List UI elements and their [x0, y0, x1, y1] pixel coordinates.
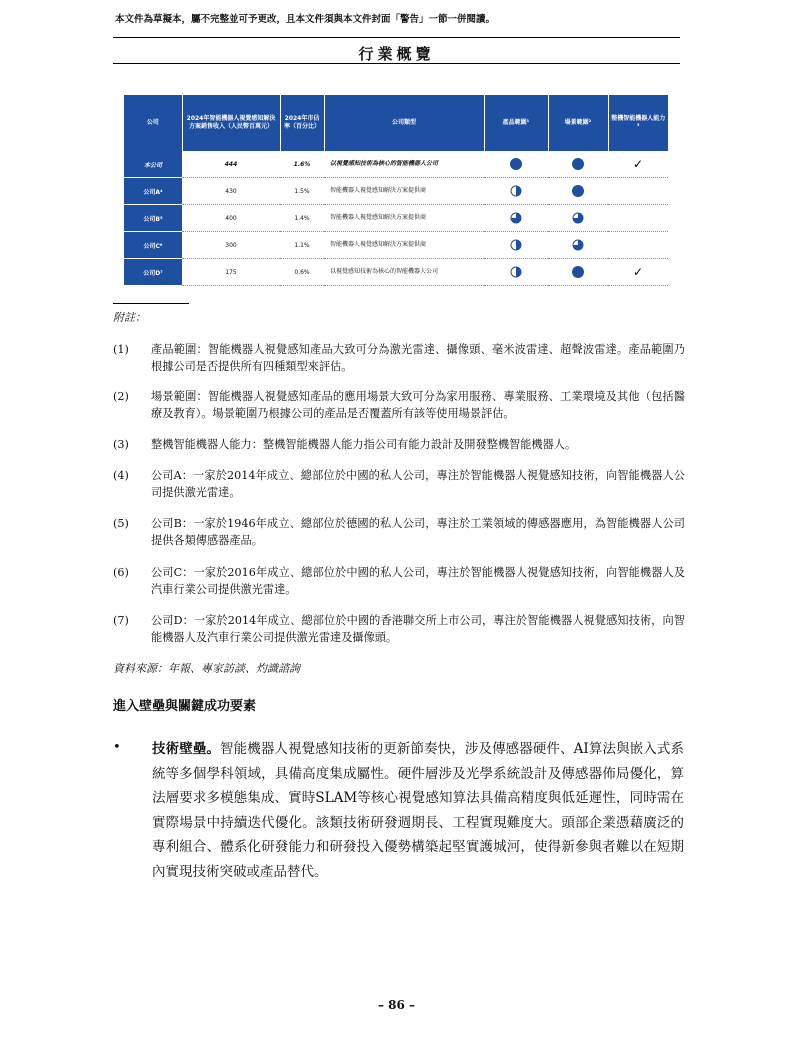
- whole-robot-cell: [608, 151, 668, 178]
- scene-scope-cell: [548, 151, 608, 178]
- col-header-product-scope: 產品範圍¹: [484, 95, 548, 151]
- harvey-ball-icon: [510, 215, 522, 222]
- bullet-marker: •: [113, 740, 121, 755]
- checkmark-icon: ✓: [632, 265, 644, 279]
- table-row: [124, 205, 668, 232]
- harvey-ball-icon: [572, 242, 584, 249]
- company-type-cell: 智能機器人視覺感知解決方案提供商: [324, 232, 484, 259]
- notes-label: 附註：: [113, 311, 146, 324]
- product-scope-cell: [484, 178, 548, 205]
- note-item: [113, 564, 685, 598]
- subsection-heading: 進入壁壘與關鍵成功要素: [113, 699, 257, 714]
- note-number: (2): [113, 390, 129, 403]
- share-cell: 1.6%: [280, 151, 324, 178]
- table-row: [124, 259, 668, 286]
- harvey-ball-icon: [572, 215, 584, 222]
- harvey-ball-icon: [510, 161, 522, 168]
- bullet-lead: 技術壁壘。: [152, 741, 221, 757]
- harvey-ball-icon: [572, 188, 584, 195]
- company-type-cell: 智能機器人視覺感知解決方案提供商: [324, 205, 484, 232]
- col-header-whole-robot: 整機智能機器人能力³: [608, 95, 668, 151]
- revenue-cell: 400: [182, 205, 280, 232]
- header-rule: [113, 37, 680, 38]
- product-scope-cell: [484, 232, 548, 259]
- harvey-ball-icon: [510, 242, 522, 249]
- company-type-cell: 以視覺感知技術為核心的智能機器人公司: [324, 151, 484, 178]
- page-number: – 86 –: [377, 998, 416, 1012]
- col-header-scene-scope: 場景範圍²: [548, 95, 608, 151]
- note-item: [113, 436, 685, 453]
- product-scope-cell: [484, 151, 548, 178]
- note-text: 公司B：一家於1946年成立、總部位於德國的私人公司，專注於工業領域的傳感器應用，為智能機器人公司提供各類傳感器產品。: [151, 517, 685, 547]
- table-header-row: [124, 95, 668, 151]
- harvey-ball-icon: [510, 188, 522, 195]
- scene-scope-cell: [548, 178, 608, 205]
- harvey-ball-icon: [572, 269, 584, 276]
- company-name: 公司B⁵: [124, 205, 182, 232]
- company-type-cell: 智能機器人視覺感知解決方案提供商: [324, 178, 484, 205]
- competitor-table: [124, 95, 668, 286]
- draft-notice: 本文件為草擬本，屬不完整並可予更改，且本文件須與本文件封面「警告」一節一併閱讀。: [115, 14, 496, 25]
- revenue-cell: 430: [182, 178, 280, 205]
- revenue-cell: 175: [182, 259, 280, 286]
- product-scope-cell: [484, 259, 548, 286]
- note-text: 公司D：一家於2014年成立、總部位於中國的香港聯交所上市公司，專注於智能機器人視覺感知技術，向智能機器人及汽車行業公司提供激光雷達及攝像頭。: [151, 614, 685, 644]
- note-text: 整機智能機器人能力：整機智能機器人能力指公司有能力設計及開發整機智能機器人。: [151, 438, 577, 451]
- source-note: 資料來源：年報、專家訪談、灼識諮詢: [113, 662, 300, 675]
- note-item: [113, 515, 685, 549]
- company-type-cell: 以視覺感知技術為核心的智能機器人公司: [324, 259, 484, 286]
- note-number: (7): [113, 614, 129, 627]
- revenue-cell: 300: [182, 232, 280, 259]
- table-row: [124, 232, 668, 259]
- note-text: 產品範圍：智能機器人視覺感知產品大致可分為激光雷達、攝像頭、毫米波雷達、超聲波雷達。產品範圍乃根據公司是否提供所有四種類型來評估。: [151, 343, 685, 373]
- col-header-type: 公司類型: [324, 95, 484, 151]
- note-item: [113, 467, 685, 501]
- company-name: 公司C⁶: [124, 232, 182, 259]
- harvey-ball-icon: [572, 161, 584, 168]
- whole-robot-cell: [608, 232, 668, 259]
- note-text: 公司C：一家於2016年成立、總部位於中國的私人公司，專注於智能機器人視覺感知技術，向智能機器人及汽車行業公司提供激光雷達。: [151, 566, 685, 596]
- col-header-company: 公司: [124, 95, 182, 151]
- note-number: (6): [113, 566, 129, 579]
- scene-scope-cell: [548, 205, 608, 232]
- note-item: [113, 388, 685, 422]
- whole-robot-cell: [608, 178, 668, 205]
- title-rule: [113, 63, 680, 64]
- share-cell: 0.6%: [280, 259, 324, 286]
- note-text: 公司A：一家於2014年成立、總部位於中國的私人公司，專注於智能機器人視覺感知技術，向智能機器人公司提供激光雷達。: [151, 469, 685, 499]
- section-title: 行業概覽: [358, 45, 435, 63]
- note-item: [113, 612, 685, 646]
- note-number: (3): [113, 438, 129, 451]
- company-name: 公司D⁷: [124, 259, 182, 286]
- harvey-ball-icon: [510, 269, 522, 276]
- share-cell: 1.1%: [280, 232, 324, 259]
- note-item: [113, 341, 685, 375]
- company-name: 公司A⁴: [124, 178, 182, 205]
- scene-scope-cell: [548, 232, 608, 259]
- table-row: [124, 178, 668, 205]
- bullet-body: 智能機器人視覺感知技術的更新節奏快，涉及傳感器硬件、AI算法與嵌入式系統等多個學科領域，具備高度集成屬性。硬件層涉及光學系統設計及傳感器佈局優化，算法層要求多模態集成、實時SLAM等核心視覺感知算法具備高精度與低延遲性，同時需在實際場景中持續迭代優化。該類技術研發週期長、工程實現難度大。頭部企業憑藉廣泛的專利組合、體系化研發能力和研發投入優勢構築起堅實護城河，使得新參與者難以在短期內實現技術突破或產品替代。: [152, 741, 684, 880]
- checkmark-icon: ✓: [632, 157, 644, 171]
- bullet-paragraph: [152, 737, 684, 884]
- notes-rule: [113, 303, 189, 304]
- note-number: (5): [113, 517, 129, 530]
- col-header-share: 2024年市佔率（百分比）: [280, 95, 324, 151]
- note-text: 場景範圍：智能機器人視覺感知產品的應用場景大致可分為家用服務、專業服務、工業環境及其他（包括醫療及教育）。場景範圍乃根據公司的產品是否覆蓋所有該等使用場景評估。: [151, 390, 685, 420]
- col-header-revenue: 2024年智能機器人視覺感知解決方案銷售收入（人民幣百萬元）: [182, 95, 280, 151]
- company-name: 本公司: [124, 151, 182, 178]
- revenue-cell: 444: [182, 151, 280, 178]
- whole-robot-cell: [608, 259, 668, 286]
- scene-scope-cell: [548, 259, 608, 286]
- product-scope-cell: [484, 205, 548, 232]
- share-cell: 1.5%: [280, 178, 324, 205]
- share-cell: 1.4%: [280, 205, 324, 232]
- note-number: (4): [113, 469, 129, 482]
- note-number: (1): [113, 343, 129, 356]
- whole-robot-cell: [608, 205, 668, 232]
- table-row: [124, 151, 668, 178]
